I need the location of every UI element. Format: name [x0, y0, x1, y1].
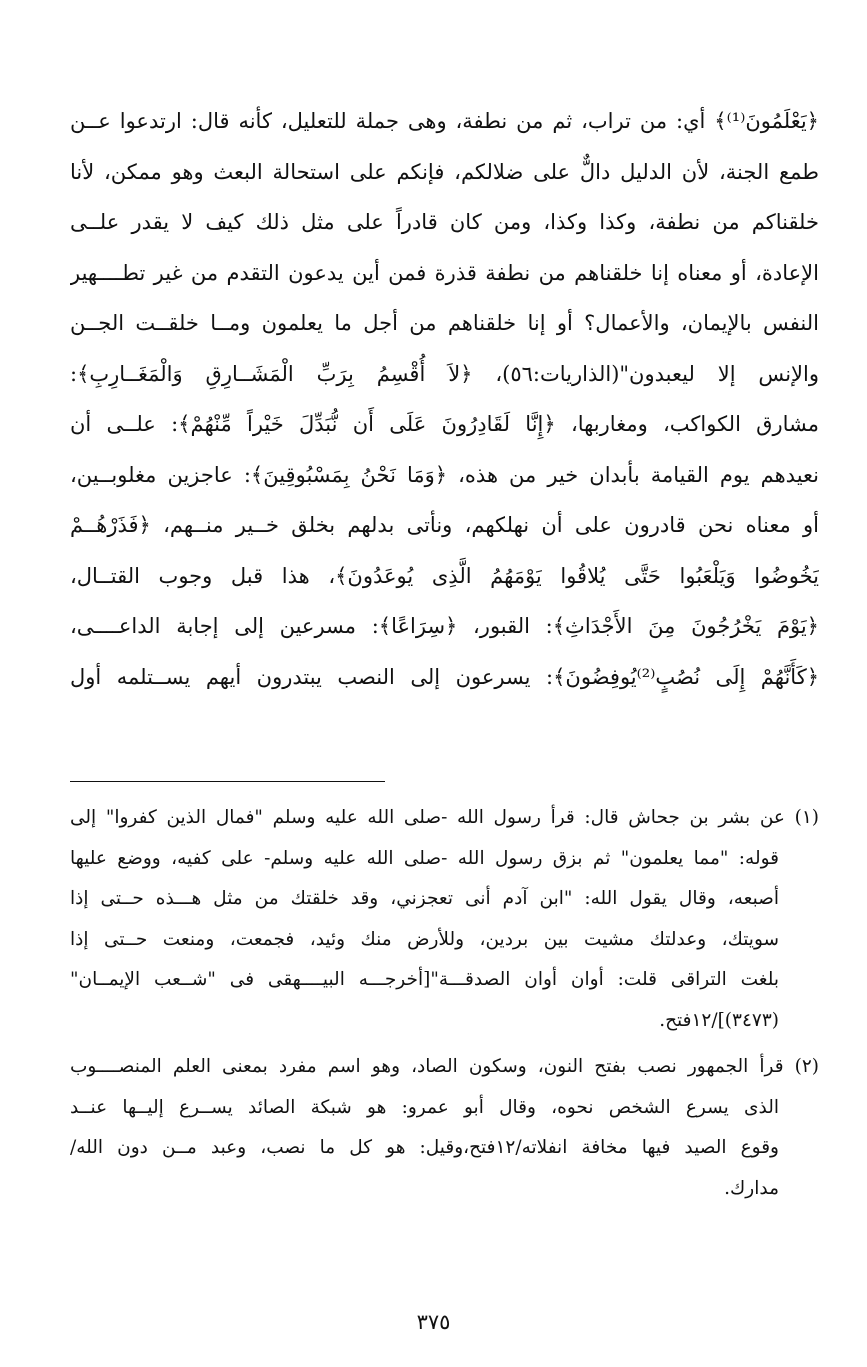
footnote-line: قوله: "مما يعلمون" ثم بزق رسول الله -صلى الله عليه وسلم- على كفيه، ووضع عليها — [70, 847, 779, 869]
page-number: ٣٧٥ — [416, 1310, 451, 1334]
footnotes-section — [70, 798, 819, 1209]
text-line: مشارق الكواكب، ومغاربها، ﴿إِنَّا لَقَادِرُونَ عَلَى أَن نُّبَدِّلَ خَيْراً مِّنْهُمْ﴾: علــى أن — [70, 412, 819, 436]
footnote-line: وقوع الصيد فيها مخافة انفلاته/١٢فتح،وقيل: هو كل ما نصب، وعبد مــن دون الله/ — [70, 1137, 779, 1158]
footnote-line: أصبعه، وقال يقول الله: "ابن آدم أنى تعجزني، وقد خلقتك من مثل هـــذه حــتى إذا — [70, 888, 779, 909]
footnote-line: مدارك. — [724, 1177, 779, 1199]
text-line: ﴿كَأَنَّهُمْ إِلَى نُصُبٍ⁽²⁾يُوفِضُونَ﴾: يسرعون إلى النصب يبتدرون أيهم يســتلمه أول — [70, 664, 819, 689]
footnote-2 — [70, 1047, 819, 1209]
text-line: النفس بالإيمان، والأعمال؟ أو إنا خلقناهم من أجل ما يعلمون ومــا خلقــت الجــن — [70, 311, 819, 335]
text-line: والإنس إلا ليعبدون"(الذاريات:٥٦)، ﴿لاَ أُقْسِمُ بِرَبِّ الْمَشَــارِقِ وَالْمَغَــارِبِ﴾: — [70, 361, 819, 386]
main-text-body — [70, 96, 819, 702]
text-line: خلقناكم من نطفة، وكذا وكذا، ومن كان قادراً على مثل ذلك كيف لا يقدر علــى — [70, 210, 819, 234]
footnote-1 — [70, 798, 819, 1041]
footnote-divider — [70, 781, 385, 782]
footnote-line: (١) عن بشر بن جحاش قال: قرأ رسول الله -صلى الله عليه وسلم "فمال الذين كفروا" إلى — [70, 807, 819, 828]
text-line: طمع الجنة، لأن الدليل دالٌّ على ضلالكم، فإنكم على استحالة البعث وهو ممكن، لأنا — [70, 159, 819, 184]
footnote-line: (٣٤٧٣)]/١٢فتح. — [659, 1009, 779, 1031]
text-line: يَخُوضُوا وَيَلْعَبُوا حَتَّى يُلاقُوا يَوْمَهُمُ الَّذِى يُوعَدُونَ﴾، هذا قبل وجوب القتــال، — [70, 563, 819, 588]
footnote-line: سويتك، وعدلتك مشيت بين بردين، وللأرض منك وئيد، فجمعت، ومنعت حــتى إذا — [70, 928, 779, 950]
footnote-line: (٢) قرأ الجمهور نصب بفتح النون، وسكون الصاد، وهو اسم مفرد بمعنى العلم المنصــــوب — [70, 1056, 819, 1077]
text-line: أو معناه نحن قادرون على أن نهلكهم، ونأتى بدلهم بخلق خــير منــهم، ﴿فَذَرْهُــمْ — [70, 513, 819, 537]
text-line: ﴿يَوْمَ يَخْرُجُونَ مِنَ الأَجْدَاثِ﴾: القبور، ﴿سِرَاعًا﴾: مسرعين إلى إجابة الداعــــى، — [70, 614, 819, 638]
text-line: ﴿يَعْلَمُونَ⁽¹⁾﴾ أي: من تراب، ثم من نطفة، وهى جملة للتعليل، كأنه قال: ارتدعوا عــن — [70, 109, 819, 133]
footnote-line: الذى يسرع الشخص نحوه، وقال أبو عمرو: هو شبكة الصائد يســرع إليــها عنــد — [70, 1096, 779, 1118]
text-line: نعيدهم يوم القيامة بأبدان خير من هذه، ﴿وَمَا نَحْنُ بِمَسْبُوقِينَ﴾: عاجزين مغلوبــين، — [70, 462, 819, 487]
footnote-line: بلغت التراقى قلت: أوان أوان الصدقـــة"[أخرجـــه البيــــهقى فى "شــعب الإيمــان" — [70, 969, 779, 990]
text-line: الإعادة، أو معناه إنا خلقناهم من نطفة قذرة فمن أين يدعون التقدم من غير تطــــهير — [70, 260, 819, 285]
